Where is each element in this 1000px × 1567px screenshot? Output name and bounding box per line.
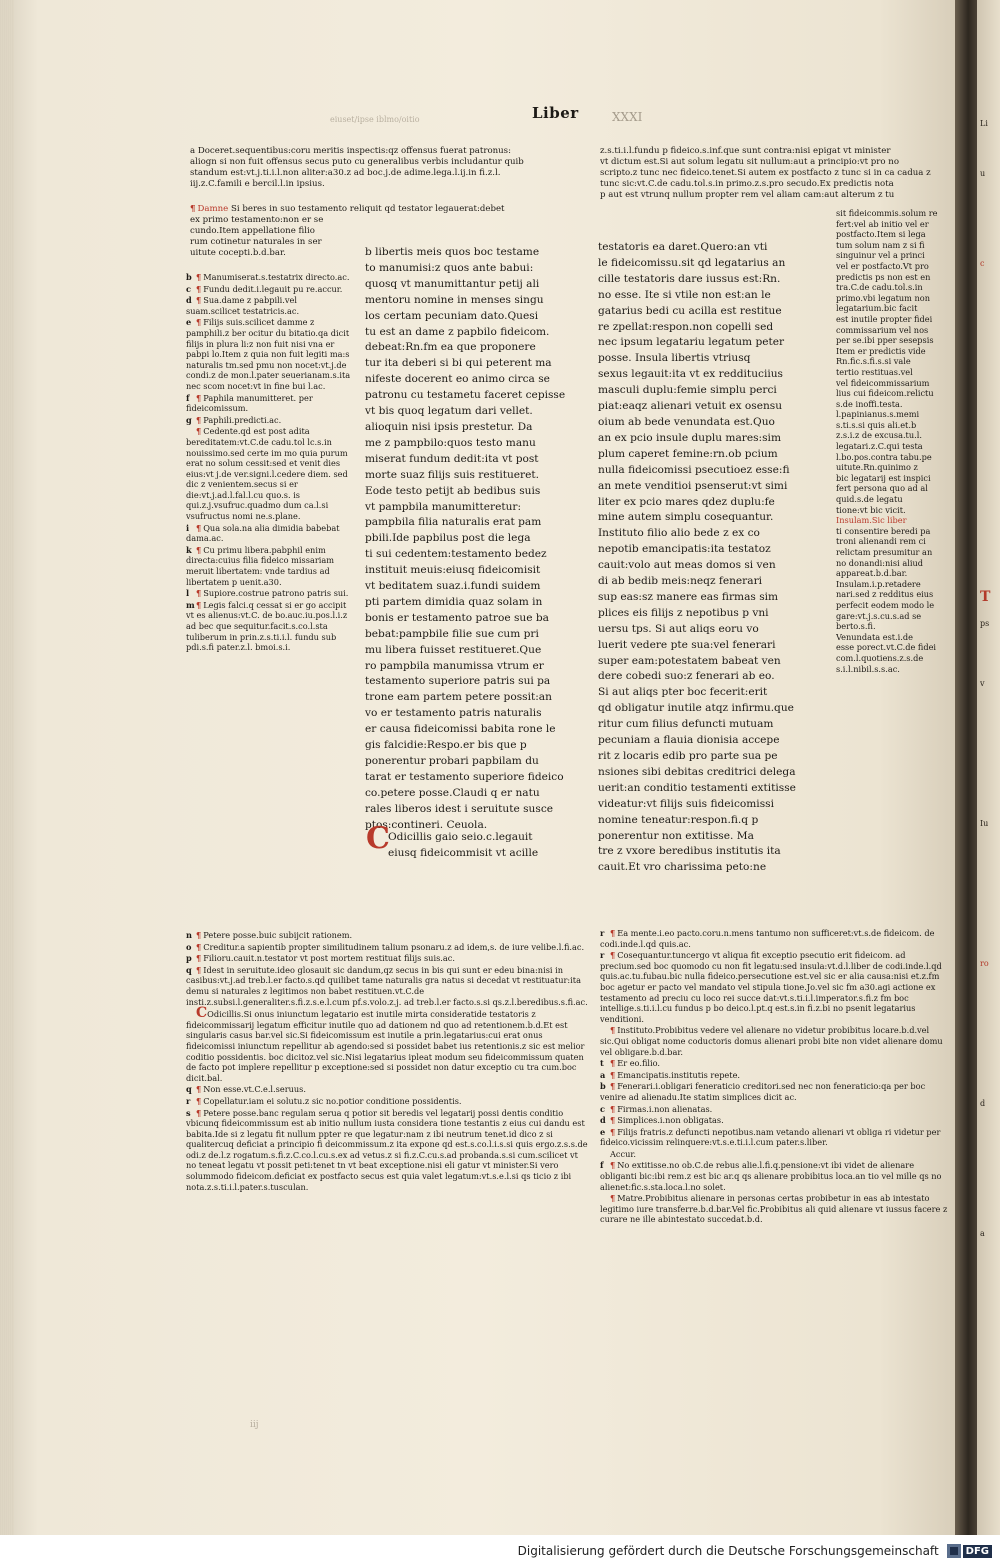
text-line: ro pampbila manumissa vtrum er <box>365 659 544 672</box>
text-line: los certam pecuniam dato.Quesi <box>365 309 539 322</box>
text-line: trone eam partem petere possit:an <box>365 691 552 704</box>
gloss-entry: q ¶ Non esse.vt.C.e.l.seruus. <box>186 1084 306 1095</box>
gloss-line: a Doceret.sequentibus:coru meritis inspectis:qz offensus fuerat patronus: <box>190 146 511 156</box>
text-line: eiusq fideicommisit vt acille <box>388 846 539 859</box>
gloss-entry: l ¶ Supiore.costrue patrono patris sui. <box>186 588 349 599</box>
drop-cap-c: C <box>366 821 390 856</box>
gloss-entry-codicillis: COdicillis.Si onus iniunctum legatario est inutile mirta consideratide testatoris z fideicommissarij legatum efficitur inutile quo ad dationem nd quo ad retentionem.b.d.Et est singularis casus bar.vel sic.Si fideicomissum est inutile a prin.legatarius:cui erat onus fideicomissi iniunctum repellitur ab agendo:sed si possidet babet ius retentionis.z sic est melior coditio possidentis. boc dicitoz.vel sic.Nisi legatarius ipleat modum seu fideicommissum quaten de facto pot implere repellitur p exceptione:sed si possidet non datur exceptio cu tra cum.boc dicit.bal. <box>186 1005 585 1083</box>
gloss-entry: q ¶ Idest in seruitute.ideo glosauit sic dandum,qz secus in bis qui sunt er edeu bina:nisi in casibus:vt.j.ad treb.l.er facto.s.qd quilibet tame naturalis gra natus si decedat vt restituatur:ita demu si naturales z legitimos non babet restituen.vt.C.de insti.z.subsi.l.generaliter.s.fi.z.s.e.l.cum pf.s.volo.z.j. ad treb.l.er facto.s.si qs.z.l.beredibus.s.fi.ac. <box>186 964 588 1007</box>
pilcrow-icon: ¶ <box>196 941 202 952</box>
gloss-line: scripto.z tunc nec fideico.tenet.Si autem ex postfacto z tunc si in ca cadua z <box>600 168 931 178</box>
text-line: tur ita deberi si bi qui peterent ma <box>365 357 552 370</box>
gloss-entry: r ¶ Copellatur.iam ei solutu.z sic no.potior conditione possidentis. <box>186 1095 462 1106</box>
pilcrow-icon: ¶ <box>196 317 202 328</box>
text-line: liter ex pcio mares qdez duplu:fe <box>598 495 775 508</box>
pilcrow-icon: ¶ <box>196 1084 202 1095</box>
gloss-entry: e ¶ Filijs fratris.z defuncti nepotibus.nam vetando alienari vt obliga ri videtur per fideico.vicissim relinquere:vt.s.e.ti.i.l.cum pater.s.liber. <box>600 1126 941 1148</box>
pilcrow-icon: ¶ <box>196 588 202 599</box>
text-line: le fideicomissu.sit qd legatarius an <box>598 256 786 269</box>
gloss-line: ex primo testamento:non er se <box>190 215 324 225</box>
text-line: bonis er testamento patroe sue ba <box>365 611 549 624</box>
text-line: piat:eaqz alienari vetuit ex osensu <box>598 400 783 413</box>
right-page-mark: d <box>980 1099 986 1108</box>
pilcrow-icon: ¶ <box>610 1103 616 1114</box>
text-line: videatur:vt filijs suis fideicomissi <box>598 797 774 810</box>
text-line: nsiones sibi debitas creditrici delega <box>598 765 796 778</box>
folio-ghost: XXXI <box>612 110 643 124</box>
text-line: di ab bedib meis:neqz fenerari <box>598 575 763 588</box>
pilcrow-icon: ¶ <box>610 1126 616 1137</box>
text-line: super eam:potestatem babeat ven <box>598 654 781 667</box>
text-line: qd obligatur inutile atqz infirmu.que <box>598 702 794 715</box>
dfg-logo-text: DFG <box>963 1545 992 1558</box>
text-line: bebat:pampbile filie sue cum pri <box>365 627 539 640</box>
text-line: cille testatoris dare iussus est:Rn. <box>598 272 781 285</box>
text-line: sup eas:sz manere eas firmas sim <box>598 590 779 603</box>
gloss-entry: p ¶ Filioru.cauit.n.testator vt post mortem restituat filijs suis.ac. <box>186 953 455 964</box>
text-line: quosq vt manumittantur petij ali <box>365 277 540 290</box>
gloss-text: Si beres in suo testamento reliquit qd testator legauerat:debet <box>231 204 505 214</box>
pilcrow-icon: ¶ <box>610 928 616 938</box>
codicil-opening <box>388 830 588 862</box>
gloss-entry: t ¶ Er eo.filio. <box>600 1058 661 1069</box>
text-line: dere cobedi suo:z fenerari ab eo. <box>598 670 775 683</box>
text-line: Si aut aliqs pter boc fecerit:erit <box>598 686 768 699</box>
gloss-left-column <box>186 272 351 932</box>
pilcrow-icon: ¶ <box>196 930 202 940</box>
text-line: pecuniam a flauia dionisia accepe <box>598 734 780 747</box>
gloss-line: standum est:vt.j.ti.i.l.non aliter:a30.z ad boc.j.de adime.lega.l.ij.in fi.z.l. <box>190 168 501 178</box>
text-line: pampbila filia naturalis erat pam <box>365 516 542 529</box>
gloss-entry: i ¶ Qua sola.na alia dimidia babebat dama.ac. <box>186 522 340 544</box>
text-line: me z pampbilo:quos testo manu <box>365 436 536 449</box>
text-line: instituit meuis:eiusq fideicomisit <box>365 564 541 577</box>
book-gutter <box>955 0 977 1535</box>
text-line: sexus legauit:ita vt ex reddituciius <box>598 368 783 381</box>
pilcrow-icon: ¶ <box>196 544 202 555</box>
main-text-column-1 <box>365 245 587 834</box>
gloss-entry: ¶ Matre.Probibitus alienare in personas certas probibetur in eas ab intestato legitimo iure transferre.b.d.bar.Vel fic.Probibitus ali quid alienare vt iussus facere z curare ne ille abintestato succedat.b.d. <box>600 1193 948 1225</box>
gloss-bottom-right <box>600 928 952 1298</box>
pilcrow-icon: ¶ <box>196 599 202 610</box>
text-line: uersu tps. Si aut aliqs eoru vo <box>598 622 759 635</box>
pilcrow-icon: ¶ <box>196 414 202 425</box>
pilcrow-icon: ¶ <box>196 426 202 437</box>
page-number-ghost: iij <box>250 1420 259 1430</box>
gloss-entry: o ¶ Creditur.a sapientib propter similitudinem talium psonaru.z ad idem,s. de iure velibe.l.fi.ac. <box>186 941 585 952</box>
right-page-mark: Iu <box>980 819 989 828</box>
pilcrow-icon: ¶ <box>610 1025 616 1036</box>
gloss-entry: b ¶ Manumiserat.s.testatrix directo.ac. <box>186 272 350 282</box>
gloss-entry: r ¶ Cosequantur.tuncergo vt aliqua fit exceptio psecutio erit fideicom. ad precium.sed boc quomodo cu non fit legatu:sed insula:vt.d.l.liber de codi.inde.l.qd quis.ac.tu.fubau.bic nulla fideico.persecutione est.vel sic er alia causa:nisi et.z.fm boc agetur er pacto vel mandato vel stipula tione.Jo.vel sic fm a30.agi actione ex testamento ad preciu cu loco rei succe dat:vt.s.ti.i.l.imperator.s.fi.z fm boc intellige.s.ti.i.l.cu fundus p bo deico.l.pt.q est.s.in fi.z.bi no psenit legatarius venditioni. <box>600 950 942 1024</box>
gloss-entry: k ¶ Cu primu libera.pabphil enim directa:cuius filia fideico missariam meruit libertatem: vnde tardius ad libertatem p uenit.a30. <box>186 544 334 587</box>
gloss-entry: c ¶ Fundu dedit.i.legauit pu re.accur. <box>186 283 343 294</box>
pilcrow-icon: ¶ <box>196 1107 202 1118</box>
gloss-entry: ¶ Instituto.Probibitus vedere vel alienare no videtur probibitus locare.b.d.vel sic.Qui obligat nome coductoris domus alienari probi bite non videt alienare domu vel obligare.b.d.bar. <box>600 1025 943 1057</box>
text-line: pti partem dimidia quaz solam in <box>365 595 543 608</box>
text-line: mentoru nomine in menses singu <box>365 293 544 306</box>
text-line: vo er testamento patris naturalis <box>365 707 542 720</box>
pilcrow-icon: ¶ <box>610 1069 616 1080</box>
gloss-line <box>190 204 590 215</box>
text-line: nomine teneatur:respon.fi.q p <box>598 813 759 826</box>
text-line: nifeste docerent eo animo circa se <box>365 373 550 386</box>
right-page-mark: a <box>980 1229 985 1238</box>
text-line: mu libera fuisset restitueret.Que <box>365 643 542 656</box>
text-line: mine autem simplu cosequantur. <box>598 511 774 524</box>
text-line: alioquin nisi ipsis prestetur. Da <box>365 420 533 433</box>
gloss-entry: e ¶ Filijs suis.scilicet damme z pamphili.z ber ocitur du bitatio.qa dicit filijs in plura li:z non fuit nisi vna er pabpi lo.Item z quia non fuit legiti ma:s naturalis tm.sed pmu non nocet:vt.j.de condi.z de mon.l.pater seuerianam.s.ita nec scom nocet:vt in fine bui l.ac. <box>186 317 351 391</box>
text-line: Eode testo petijt ab bedibus suis <box>365 484 541 497</box>
gloss-entry: r ¶ Ea mente.i.eo pacto.coru.n.mens tantumo non sufficeret:vt.s.de fideicom. de codi.inde.l.qd quis.ac. <box>600 928 935 949</box>
gloss-entry: c ¶ Firmas.i.non alienatas. <box>600 1103 713 1114</box>
text-line: morte suaz filijs suis restitueret. <box>365 468 540 481</box>
gloss-entry: d ¶ Sua.dame z pabpili.vel suam.scilicet testatricis.ac. <box>186 295 300 316</box>
gloss-entry: g ¶ Paphili.predicti.ac. <box>186 414 282 425</box>
gloss-entry: f ¶ No extitisse.no ob.C.de rebus alie.l.fi.q.pensione:vt ibi videt de alienare obliganti bic:ibi rem.z est bic ar.q qs alienare probibitus loca.an tio vel mille qs no alienet:fic.s.sta.loca.l.no solet. <box>600 1160 942 1192</box>
text-line: nepotib emancipatis:ita testatoz <box>598 543 771 556</box>
right-page-mark: c <box>980 259 985 268</box>
pilcrow-icon: ¶ <box>196 964 202 975</box>
right-page-mark: T <box>980 589 991 605</box>
text-line: vt bis quoq legatum dari vellet. <box>365 405 533 418</box>
rubric-damme: Damne <box>197 204 229 214</box>
gloss-entry: n ¶ Petere posse.buic subijcit rationem. <box>186 930 353 940</box>
right-page-mark: ro <box>980 959 989 968</box>
gloss-line: cundo.Item appellatione filio <box>190 226 315 236</box>
text-line: ptos:contineri. Ceuola. <box>365 818 488 831</box>
text-line: rit z locaris edib pro parte sua pe <box>598 750 778 762</box>
pilcrow-icon: ¶ <box>610 1115 616 1126</box>
right-page-mark: u <box>980 169 986 178</box>
right-page <box>977 0 1000 1535</box>
text-line: plices eis filijs z nepotibus p vni <box>598 606 769 619</box>
text-line: ti sui cedentem:testamento bedez <box>365 548 547 561</box>
text-line: cauit:volo aut meas domos si ven <box>598 559 776 572</box>
text-line: nec ipsum legatariu legatum peter <box>598 336 785 349</box>
footer-credit: Digitalisierung gefördert durch die Deutsche Forschungsgemeinschaft <box>517 1544 939 1558</box>
text-line: vt pampbila manumitteretur: <box>365 500 522 513</box>
gloss-line: iij.z.C.famili e bercil.l.in ipsius. <box>190 179 325 189</box>
gloss-entry: m¶ Legis falci.q cessat si er go accipit vt es alienus:vt.C. de bo.auc.iu.pos.l.i.z ad bec que sequitur.facit.s.co.l.sta tuliberum in prin.z.s.ti.i.l. fundu sub pdi.s.fi pater.z.l. bmoi.s.i. <box>186 599 348 653</box>
gloss-line: rum cotinetur naturales in ser <box>190 237 322 247</box>
text-line: nulla fideicomissi psecutioez esse:fi <box>598 463 790 476</box>
pilcrow-icon: ¶ <box>196 295 202 306</box>
footer-bar <box>0 1535 1000 1567</box>
pilcrow-icon: ¶ <box>610 1081 616 1092</box>
text-line: pbili.Ide papbilus post die lega <box>365 532 531 545</box>
gloss-line: vt dictum est.Si aut solum legatu sit nullum:aut a principio:vt pro no <box>600 157 900 167</box>
text-line: co.petere posse.Claudi q er natu <box>365 786 540 799</box>
right-page-mark: v <box>980 679 985 688</box>
gloss-entry: a ¶ Emancipatis.institutis repete. <box>600 1069 741 1080</box>
pilcrow-icon: ¶ <box>610 1058 616 1069</box>
text-line: no esse. Ite si vtile non est:an le <box>598 288 771 301</box>
text-line: er causa fideicomissi babita rone le <box>365 723 556 736</box>
gloss-right-column: sit fideicommis.solum re fert:vel ab initio vel er postfacto.Item si lega tum solum nam z si fi singuinur vel a princi vel er postfacto.Vt pro predictis ps non est en tra.C.de cadu.tol.s.in primo.vbi legatum non legatarium.bic facit est inutile propter fidei commissarium vel nos per se.ibi pper sesepsis Item er predictis vide Rn.fic.s.fi.s.si vale tertio restituas.vel vel fideicommissarium lius cui fideicom.relictu s.de inoffi.testa. l.papinianus.s.memi s.ti.s.si quis ali.et.b z.s.i.z de excusa.tu.l. legatari.z.C.qui testa l.bo.pos.contra tabu.pe uitute.Rn.quinimo z bic legatarij est inspici fert persona quo ad al quid.s.de legatu tione:vt bic vicit. Insulam.Sic liber ti consentire beredi pa troni alienandi rem ci relictam presumitur an no donandi:nisi aliud appareat.b.d.bar. Insulam.i.p.retadere nari.sed z redditus eius perfecit eodem modo le gare:vt.j.s.cu.s.ad se berto.s.fi. Venundata est.i.de esse porect.vt.C.de fidei com.l.quotiens.z.s.de s.i.l.nibil.s.s.ac. <box>836 208 938 674</box>
pilcrow-icon: ¶ <box>196 953 202 964</box>
text-line: to manumisi:z quos ante babui: <box>365 261 534 274</box>
text-line: tarat er testamento superiore fideico <box>365 770 564 783</box>
gloss-line: aliogn si non fuit offensus secus puto cu generalibus verbis includantur quib <box>190 157 524 167</box>
pilcrow-icon: ¶ <box>610 1193 616 1204</box>
text-line: vt beditatem suaz.i.fundi suidem <box>365 580 541 593</box>
text-line: patronu cu testametu faceret cepisse <box>365 389 566 402</box>
text-line: testamento superiore patris sui pa <box>365 675 551 688</box>
bleed-through-header: eiuset/ipse iblmo/oitio <box>330 115 420 124</box>
gloss-entry: Accur. <box>610 1148 636 1159</box>
text-line: ponerentur probari papbilam du <box>365 755 539 767</box>
pilcrow-icon: ¶ <box>610 950 616 961</box>
gloss-entry: s ¶ Petere posse.banc regulam serua q potior sit beredis vel legatarij possi dentis conditio vbicunq fideicommissum est ab initio nullum iusta considera tione testantis z eius cui dandu est babita.Ide si z legatu fit nullum ppter re que legatur:nam z ibi neutrum tenet.id dico z si qualitercuq deficiat a principio fi deicommissum.z ita expone qd est.s.co.l.i.s.si quis ergo.z.s.s.de odi.z de.l.z rogatum.s.fi.z.C.co.l.cu.s.ex ad vetus.z si fi.z.C.cu.s.ad probanda.s.si cum.scilicet vt no teneat legatu vt possit peti:tenet tn vt beat exceptione.nisi eli gatur vt minister.Si vero solummodo fideicom.deficiat ex postfacto secus est quia valet legatum:vt.s.e.l.si qs ticio z ibi nota.z.s.ti.i.l.pater.s.tusculan. <box>186 1107 588 1192</box>
pilcrow-icon: ¶ <box>196 272 202 282</box>
dfg-logo <box>947 1544 992 1558</box>
running-title: Liber <box>532 104 579 122</box>
right-page-mark: Li <box>980 119 988 128</box>
text-line: tu est an dame z papbilo fideicom. <box>365 325 550 338</box>
gloss-entry: b ¶ Fenerari.i.obligari feneraticio creditori.sed nec non feneraticio:qa per boc venire ad alienadu.Ite statim simplices dicit ac. <box>600 1081 926 1102</box>
main-text-column-2 <box>598 240 826 876</box>
gloss-bottom-left <box>186 930 590 1320</box>
pilcrow-icon: ¶ <box>610 1160 616 1171</box>
text-line: b libertis meis quos boc testame <box>365 246 540 258</box>
text-line: gis falcidie:Respo.er bis que p <box>365 739 527 752</box>
pilcrow-icon: ¶ <box>190 204 196 214</box>
text-line: testatoris ea daret.Quero:an vti <box>598 241 768 253</box>
gloss-entry: ¶ Cedente.qd est post adita bereditatem:vt.C.de cadu.tol lc.s.in nouissimo.sed certe im mo quia purum erat no solum cessit:sed et venit dies eius:vt j.de ver.signi.l.cedere diem. sed dic z venientem.secus si er die:vt.j.ad.l.fal.l.cu quo.s. is qui.z.j.vsufruc.quadmo dum ca.l.si vsufructus nomi ne.s.plane. <box>186 426 348 522</box>
text-line: masculi duplu:femie simplu perci <box>598 384 777 397</box>
dfg-logo-icon <box>947 1544 961 1558</box>
text-line: an ex pcio insule duplu mares:sim <box>598 431 781 444</box>
text-line: rales liberos idest i seruitute susce <box>365 802 554 815</box>
pilcrow-icon: ¶ <box>196 392 202 403</box>
text-line: an mete venditioi psenserut:vt simi <box>598 479 788 492</box>
gloss-line: uitute cocepti.b.d.bar. <box>190 248 286 258</box>
text-line: ritur cum filius defuncti mutuam <box>598 718 774 731</box>
text-line: ponerentur non extitisse. Ma <box>598 829 754 842</box>
pilcrow-icon: ¶ <box>196 283 202 294</box>
pilcrow-icon: ¶ <box>196 1095 202 1106</box>
text-line: uerit:an conditio testamenti extitisse <box>598 781 796 794</box>
text-line: luerit vedere pte sua:vel fenerari <box>598 638 776 651</box>
gloss-top-right <box>600 146 945 201</box>
gloss-line: z.s.ti.i.l.fundu p fideico.s.inf.que sunt contra:nisi epigat vt minister <box>600 146 891 156</box>
text-line: Odicillis gaio seio.c.legauit <box>388 831 533 843</box>
text-line: miserat fundum dedit:ita vt post <box>365 452 539 465</box>
gloss-top-left <box>190 146 590 190</box>
gloss-entry: d ¶ Simplices.i.non obligatas. <box>600 1115 724 1126</box>
text-line: gatarius bedi cu acilla est restitue <box>598 304 782 317</box>
text-line: re zpellat:respon.non copelli sed <box>598 320 774 333</box>
text-line: debeat:Rn.fm ea que proponere <box>365 341 536 354</box>
text-line: tre z vxore beredibus institutis ita <box>598 845 781 858</box>
gloss-line: p aut est vtrunq nullum propter rem vel aliam cam:aut alterum z tu <box>600 190 895 200</box>
gloss-entry: f ¶ Paphila manumitteret. per fideicomissum. <box>186 392 313 414</box>
text-line: posse. Insula libertis vtriusq <box>598 352 751 365</box>
pilcrow-icon: ¶ <box>196 522 202 533</box>
text-line: oium ab bede venundata est.Quo <box>598 415 775 428</box>
page-edge <box>0 0 14 1535</box>
text-line: Instituto filio alio bede z ex co <box>598 527 760 540</box>
text-line: plum caperet femine:rn.ob pcium <box>598 447 778 460</box>
drop-cap-c-small: C <box>196 1005 208 1022</box>
right-page-mark: ps <box>980 619 990 628</box>
gloss-line: tunc sic:vt.C.de cadu.tol.s.in primo.z.s.pro secudo.Ex predictis nota <box>600 179 894 189</box>
text-line: cauit.Et vro charissima peto:ne <box>598 861 767 874</box>
